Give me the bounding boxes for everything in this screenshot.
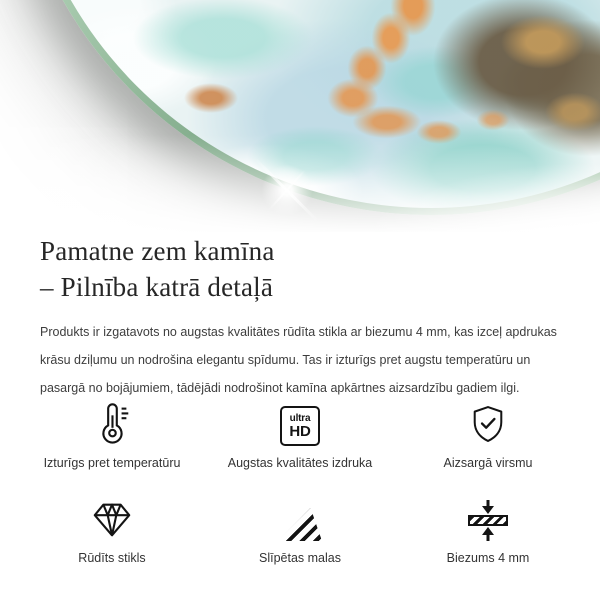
- hero-image: [0, 0, 600, 232]
- title-line-2: – Pilnība katrā detaļā: [40, 272, 274, 302]
- text-content: [40, 233, 572, 402]
- feature-temperature: [18, 398, 206, 471]
- feature-surface-protection: [394, 398, 582, 471]
- ultra-hd-badge-top-text: ultra: [289, 412, 311, 424]
- glass-cross-section: [468, 515, 508, 526]
- feature-label: Augstas kvalitātes izdruka: [227, 456, 373, 470]
- page-title: [40, 233, 572, 305]
- product-description: Produkts ir izgatavots no augstas kvalitātes rūdīta stikla ar biezumu 4 mm, kas izceļ apdrukas krāsu dziļumu un nodrošina elegantu spīdumu. Tas ir izturīgs pret augstu temperatūru un pasargā no bojājumiem, tādējādi nodrošinot kamīna apkārtnes aizsardzību gadiem ilgi.: [40, 325, 557, 395]
- feature-tempered-glass: [18, 493, 206, 566]
- feature-label: Izturīgs pret temperatūru: [43, 456, 181, 470]
- feature-label: Aizsargā virsmu: [443, 456, 533, 470]
- feature-label: Slīpētas malas: [259, 551, 341, 565]
- beveled-edge-stripes: [278, 508, 322, 541]
- ultra-hd-icon: [280, 398, 320, 446]
- ultra-hd-badge: [280, 406, 320, 446]
- feature-thickness: [394, 493, 582, 566]
- feature-polished-edges: [206, 493, 394, 566]
- beveled-edge-icon: [278, 493, 322, 541]
- shield-check-icon: [466, 398, 510, 446]
- thermometer-icon: [89, 398, 135, 446]
- title-line-1: Pamatne zem kamīna: [40, 236, 275, 266]
- feature-label: Biezums 4 mm: [446, 551, 530, 565]
- feature-grid: [0, 398, 600, 566]
- thickness-icon: [468, 493, 508, 541]
- feature-label: Rūdīts stikls: [78, 551, 146, 565]
- diamond-icon: [89, 493, 135, 541]
- ultra-hd-badge-bottom-text: HD: [289, 422, 311, 440]
- thickness-diagram: [468, 500, 508, 541]
- feature-print-quality: [206, 398, 394, 471]
